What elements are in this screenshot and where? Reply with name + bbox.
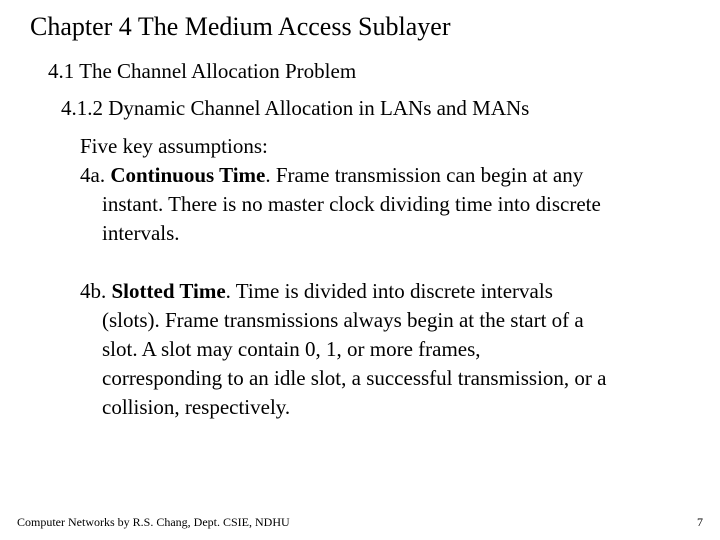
- section-heading: 4.1 The Channel Allocation Problem: [48, 59, 357, 83]
- subsection-heading: 4.1.2 Dynamic Channel Allocation in LANs and MANs: [61, 96, 530, 120]
- assumption-4b-line2: (slots). Frame transmissions always begin at the start of a: [102, 308, 584, 332]
- page-number: 7: [697, 515, 703, 529]
- assumption-4b-line3: slot. A slot may contain 0, 1, or more frames,: [102, 337, 481, 361]
- assumption-4a-label: 4a.: [80, 163, 106, 187]
- assumption-4b-label: 4b.: [80, 279, 107, 303]
- assumption-4b-text1: . Time is divided into discrete intervals: [225, 279, 553, 303]
- assumption-4a-line3: intervals.: [102, 221, 180, 245]
- assumption-4a-text1: . Frame transmission can begin at any: [265, 163, 584, 187]
- assumption-4b-line5: collision, respectively.: [102, 395, 291, 419]
- footer-credit: Computer Networks by R.S. Chang, Dept. CSIE, NDHU: [17, 515, 290, 529]
- assumption-4b-line1: [80, 281, 553, 302]
- assumption-4b-line4: corresponding to an idle slot, a successful transmission, or a: [102, 366, 607, 390]
- assumption-4a-line2: instant. There is no master clock dividing time into discrete: [102, 192, 601, 216]
- intro-text: Five key assumptions:: [80, 134, 268, 158]
- slide-title: Chapter 4 The Medium Access Sublayer: [30, 12, 451, 41]
- assumption-4b-term: Slotted Time: [111, 279, 226, 303]
- assumption-4a-term: Continuous Time: [110, 163, 266, 187]
- assumption-4a-line1: [80, 165, 583, 186]
